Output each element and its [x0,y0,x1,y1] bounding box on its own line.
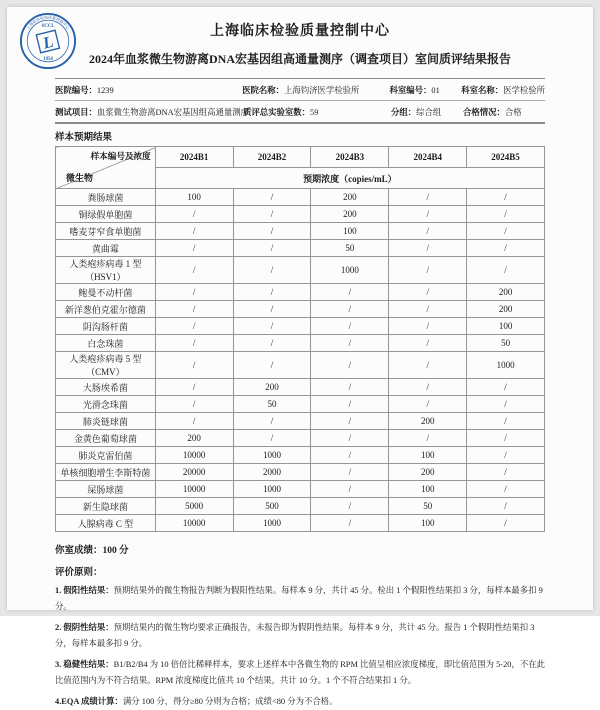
table-row [56,240,545,257]
concentration-value: 100 [311,223,389,240]
table-row [56,379,545,396]
organism-name: 金黄色葡萄球菌 [56,430,156,447]
concentration-value: / [467,481,545,498]
concentration-value: / [155,223,233,240]
organism-name: 肺炎克雷伯菌 [56,447,156,464]
concentration-value: 10000 [155,481,233,498]
concentration-value: / [155,240,233,257]
lab-score: 你室成绩：100 分 [55,546,129,556]
concentration-value: 1000 [311,257,389,284]
corner-label-microorganism: 微生物 [66,173,94,183]
concentration-value: / [311,447,389,464]
table-row [56,223,545,240]
group: 分组：综合组 [391,107,442,117]
concentration-value: 200 [311,189,389,206]
hospital-code: 医院编号：1239 [55,85,114,95]
table-row [56,257,545,284]
concentration-value: / [233,257,311,284]
concentration-value: / [233,301,311,318]
concentration-value: 50 [233,396,311,413]
concentration-value: / [311,413,389,430]
concentration-value: / [467,413,545,430]
concentration-value: 10000 [155,515,233,532]
concentration-value: / [467,257,545,284]
table-row [56,284,545,301]
principle-robustness: 3. 稳健性结果：B1/B2/B4 为 10 倍倍比稀释样本，要求上述样本中各微生物的 RPM 比值呈相应浓度梯度，即比值范围为 5-20，不在此比值范围内为不符合结果。RPM 浓度梯度比值共 10 个结果，共计 10 分。1 个不符合结果扣 1 分。 [55,660,545,685]
concentration-value: / [467,430,545,447]
info-row [55,100,545,122]
organism-name: 黄曲霉 [56,240,156,257]
department-name: 科室名称：医学检验所 [461,85,545,95]
concentration-value: / [467,379,545,396]
concentration-value: / [233,284,311,301]
table-row [56,413,545,430]
concentration-value: 1000 [233,515,311,532]
concentration-value: / [311,335,389,352]
concentration-value: 1000 [233,481,311,498]
concentration-value: 50 [311,240,389,257]
concentration-value: / [389,223,467,240]
concentration-value: / [311,379,389,396]
organism-name: 新生隐球菌 [56,498,156,515]
concentration-value: / [311,396,389,413]
concentration-value: / [311,464,389,481]
table-row [56,430,545,447]
concentration-value: / [389,189,467,206]
concentration-value: 100 [389,447,467,464]
concentration-value: / [311,498,389,515]
table-row [56,335,545,352]
concentration-value: / [467,396,545,413]
concentration-value: / [155,413,233,430]
svg-text:L: L [40,31,56,53]
concentration-value: / [155,318,233,335]
concentration-value: / [311,430,389,447]
concentration-value: / [155,379,233,396]
principle-false-negative: 2. 假阴性结果：预期结果内的微生物均要求正确报告，未报告即为假阴性结果。每样本 9 分，共计 45 分。报告 1 个假阴性结果扣 3 分，每样本最多扣 9 分。 [55,623,535,648]
table-row [56,301,545,318]
table-row [56,481,545,498]
concentration-value: / [389,396,467,413]
org-title: 上海临床检验质量控制中心 [210,24,390,39]
concentration-value: / [233,206,311,223]
concentration-value: / [233,189,311,206]
table-row [56,206,545,223]
table-row [56,515,545,532]
column-header-2024B2: 2024B2 [233,147,311,168]
organism-name: 人类疱疹病毒 1 型（HSV1） [56,257,156,284]
column-header-2024B1: 2024B1 [155,147,233,168]
concentration-value: / [467,189,545,206]
organism-name: 嗜麦芽窄食单胞菌 [56,223,156,240]
column-header-2024B3: 2024B3 [311,147,389,168]
concentration-value: 1000 [233,447,311,464]
organism-name: 人类疱疹病毒 5 型（CMV） [56,352,156,379]
pass-status: 合格情况：合格 [463,107,522,117]
principle-eqa-score: 4.EQA 成绩计算：满分 100 分，得分≥80 分则为合格；成绩<80 分为不合格。 [55,697,338,706]
organism-name: 单核细胞增生李斯特菌 [56,464,156,481]
concentration-value: 10000 [155,447,233,464]
table-row [56,352,545,379]
concentration-value: / [155,206,233,223]
concentration-value: / [155,396,233,413]
concentration-value: 100 [467,318,545,335]
concentration-value: / [467,447,545,464]
table-row [56,464,545,481]
concentration-value: / [467,240,545,257]
concentration-value: / [311,352,389,379]
concentration-value: / [467,206,545,223]
table-row [56,396,545,413]
concentration-value: 100 [155,189,233,206]
section-title-expected-results: 样本预期结果 [55,133,113,143]
total-labs: 质评总实验室数：59 [243,107,319,117]
seal-year: 1954 [43,56,53,62]
subheader-expected-concentration: 预期浓度（copies/mL） [155,168,544,189]
concentration-value: 50 [467,335,545,352]
concentration-value: / [233,413,311,430]
concentration-value: 50 [389,498,467,515]
seal-ring-text: 上海临床检验质量控制中心 [26,15,70,31]
table-row [56,189,545,206]
concentration-value: 5000 [155,498,233,515]
department-code: 科室编号：01 [389,85,440,95]
organism-name: 白念珠菌 [56,335,156,352]
organism-name: 屎肠球菌 [56,481,156,498]
concentration-value: 1000 [467,352,545,379]
concentration-value: / [389,240,467,257]
concentration-value: / [311,301,389,318]
concentration-value: / [389,379,467,396]
concentration-value: / [233,223,311,240]
seal-acronym: SCCL [41,23,55,29]
concentration-value: / [311,284,389,301]
concentration-value: / [155,257,233,284]
organism-name: 人腺病毒 C 型 [56,515,156,532]
table-row [56,498,545,515]
report-title: 2024年血浆微生物游离DNA宏基因组高通量测序（调查项目）室间质评结果报告 [88,52,511,66]
document-page [7,7,593,706]
corner-label-sample-id: 样本编号及浓度 [90,151,151,161]
concentration-value: 100 [389,515,467,532]
concentration-value: / [233,352,311,379]
principle-false-positive: 1. 假阳性结果：预期结果外的微生物报告判断为假阳性结果。每样本 9 分，共计 45 分。检出 1 个假阳性结果扣 3 分，每样本最多扣 9 分。 [55,586,543,611]
table-row [56,447,545,464]
test-project: 测试项目：血浆微生物游离DNA宏基因组高通量测序 [55,107,250,117]
organism-name: 大肠埃希菌 [56,379,156,396]
concentration-value: / [389,430,467,447]
column-header-2024B5: 2024B5 [467,147,545,168]
concentration-value: / [155,284,233,301]
organism-name: 粪肠球菌 [56,189,156,206]
concentration-value: / [155,352,233,379]
concentration-value: 500 [233,498,311,515]
organism-name: 光滑念珠菌 [56,396,156,413]
concentration-value: / [389,318,467,335]
concentration-value: 200 [233,379,311,396]
concentration-value: / [311,481,389,498]
concentration-value: 100 [389,481,467,498]
concentration-value: / [467,464,545,481]
expected-results-body [56,189,545,532]
concentration-value: / [389,284,467,301]
principles-title: 评价原则： [55,568,103,578]
organism-name: 肺炎链球菌 [56,413,156,430]
info-row [55,79,545,100]
concentration-value: / [233,430,311,447]
concentration-value: / [233,335,311,352]
organism-name: 阴沟肠杆菌 [56,318,156,335]
concentration-value: / [389,301,467,318]
concentration-value: 200 [155,430,233,447]
corner-header-cell [56,147,156,189]
organism-name: 新洋葱伯克霍尔德菌 [56,301,156,318]
hospital-name: 医院名称：上海钧济医学检验所 [242,85,360,95]
expected-results-table [55,146,545,532]
concentration-value: / [389,257,467,284]
concentration-value: 200 [311,206,389,223]
concentration-value: / [389,335,467,352]
info-table [55,78,545,124]
concentration-value: / [155,301,233,318]
column-header-2024B4: 2024B4 [389,147,467,168]
concentration-value: 200 [467,301,545,318]
concentration-value: 2000 [233,464,311,481]
concentration-value: / [389,352,467,379]
concentration-value: / [233,240,311,257]
table-row [56,318,545,335]
concentration-value: / [311,318,389,335]
organism-name: 鲍曼不动杆菌 [56,284,156,301]
concentration-value: / [467,223,545,240]
concentration-value: / [467,515,545,532]
concentration-value: / [389,206,467,223]
concentration-value: / [311,515,389,532]
concentration-value: / [233,318,311,335]
concentration-value: 200 [389,464,467,481]
concentration-value: 20000 [155,464,233,481]
organism-name: 铜绿假单胞菌 [56,206,156,223]
concentration-value: 200 [467,284,545,301]
concentration-value: / [155,335,233,352]
concentration-value: 200 [389,413,467,430]
concentration-value: / [467,498,545,515]
